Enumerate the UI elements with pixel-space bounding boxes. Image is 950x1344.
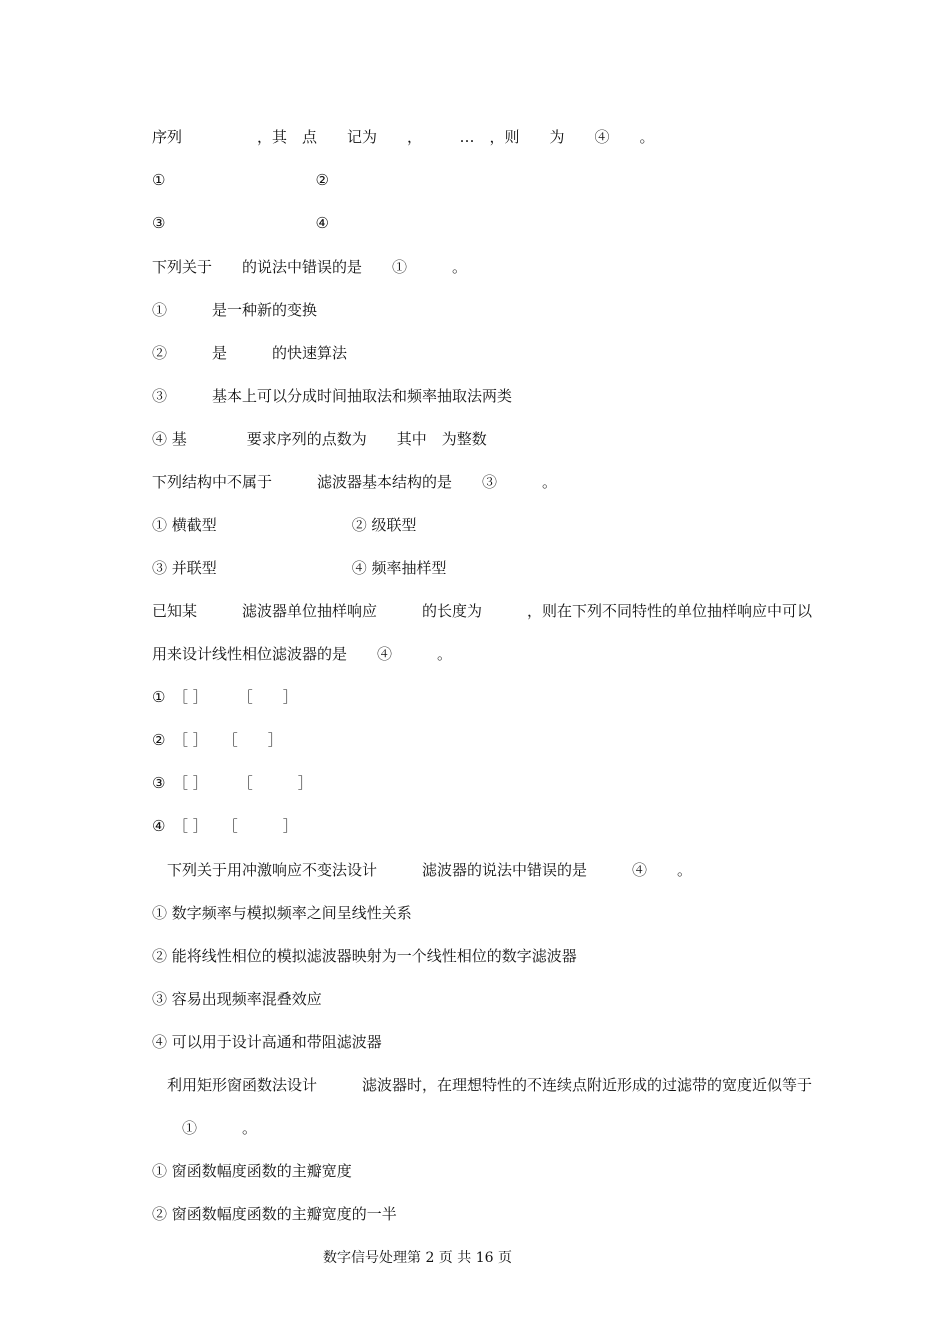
question-5-option-3: ③ 容易出现频率混叠效应 bbox=[152, 990, 322, 1008]
question-4-option-1: ① ［ ］ ［ ］ bbox=[152, 688, 298, 706]
question-6-stem-line-1: 利用矩形窗函数法设计 滤波器时，在理想特性的不连续点附近形成的过滤带的宽度近似等于 bbox=[152, 1076, 813, 1094]
question-3-stem: 下列结构中不属于 滤波器基本结构的是 ③ 。 bbox=[152, 473, 558, 491]
question-5-stem: 下列关于用冲激响应不变法设计 滤波器的说法中错误的是 ④ 。 bbox=[152, 861, 693, 879]
question-4-option-3: ③ ［ ］ ［ ］ bbox=[152, 774, 313, 792]
question-2-option-3: ③ 基本上可以分成时间抽取法和频率抽取法两类 bbox=[152, 387, 513, 405]
question-2-option-1: ① 是一种新的变换 bbox=[152, 301, 318, 319]
question-6-option-1: ① 窗函数幅度函数的主瓣宽度 bbox=[152, 1162, 352, 1180]
question-4-stem-line-2: 用来设计线性相位滤波器的是 ④ 。 bbox=[152, 645, 453, 663]
question-6-option-2: ② 窗函数幅度函数的主瓣宽度的一半 bbox=[152, 1205, 397, 1223]
question-3-options-row-2: ③ 并联型 ④ 频率抽样型 bbox=[152, 559, 447, 577]
question-5-option-2: ② 能将线性相位的模拟滤波器映射为一个线性相位的数字滤波器 bbox=[152, 947, 577, 965]
question-6-stem-line-2: ① 。 bbox=[152, 1119, 258, 1137]
question-1-options-row-1: ① ② bbox=[152, 171, 329, 189]
question-2-option-2: ② 是 的快速算法 bbox=[152, 344, 348, 362]
question-5-option-4: ④ 可以用于设计高通和带阻滤波器 bbox=[152, 1033, 382, 1051]
question-3-options-row-1: ① 横截型 ② 级联型 bbox=[152, 516, 417, 534]
question-4-option-4: ④ ［ ］ ［ ］ bbox=[152, 817, 298, 835]
question-4-option-2: ② ［ ］ ［ ］ bbox=[152, 731, 283, 749]
page-footer: 数字信号处理第 2 页 共 16 页 bbox=[323, 1250, 512, 1266]
question-4-stem-line-1: 已知某 滤波器单位抽样响应 的长度为 ，则在下列不同特性的单位抽样响应中可以 bbox=[152, 602, 813, 620]
question-2-option-4: ④ 基 要求序列的点数为 其中 为整数 bbox=[152, 430, 487, 448]
question-1-stem: 序列 ，其 点 记为 ， … ，则 为 ④ 。 bbox=[152, 128, 655, 146]
question-2-stem: 下列关于 的说法中错误的是 ① 。 bbox=[152, 258, 468, 276]
question-1-options-row-2: ③ ④ bbox=[152, 214, 329, 232]
question-5-option-1: ① 数字频率与模拟频率之间呈线性关系 bbox=[152, 904, 412, 922]
